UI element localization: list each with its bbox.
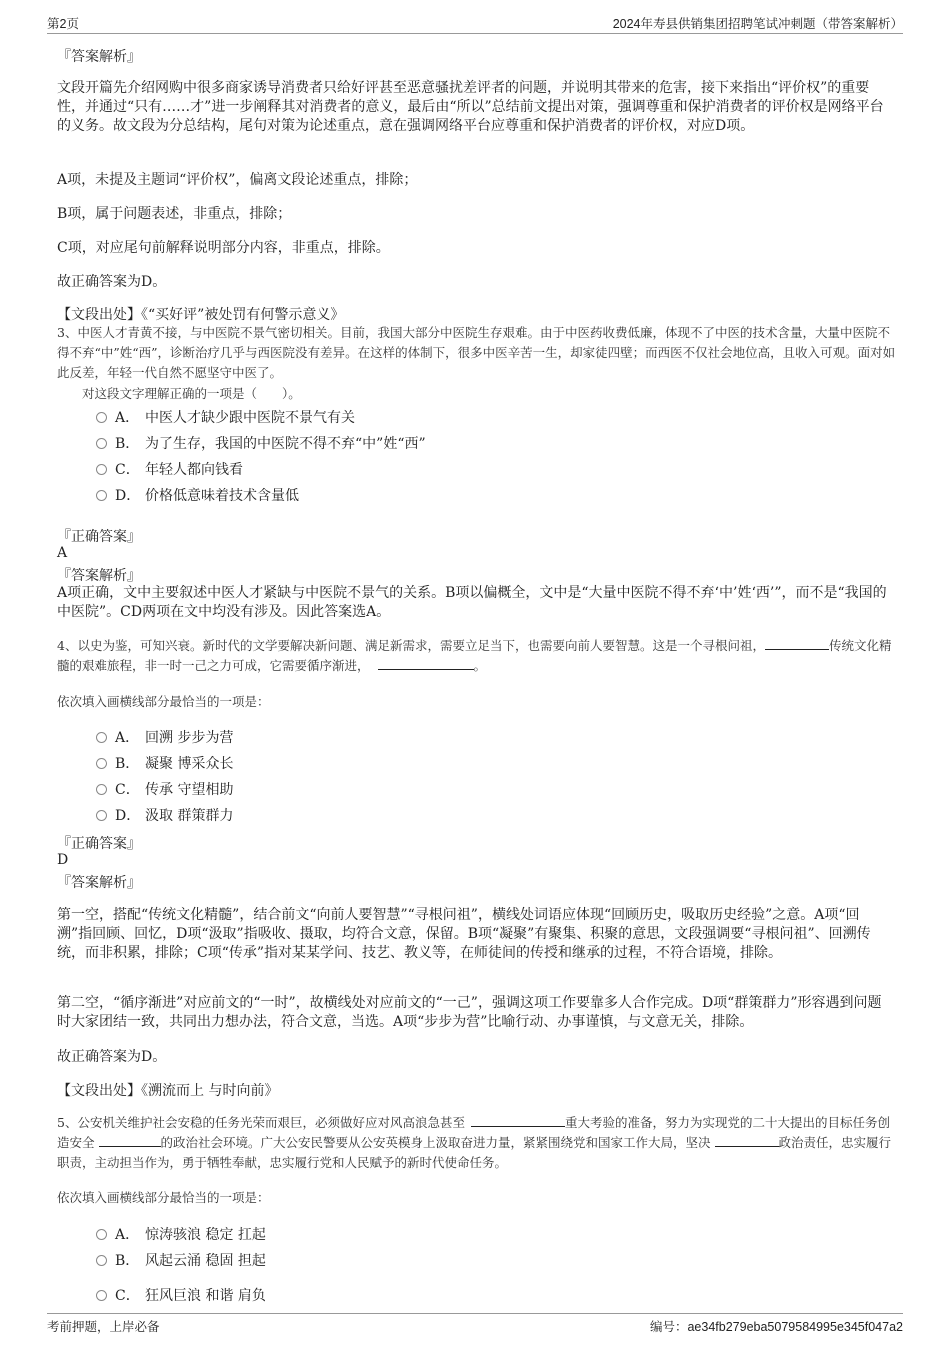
radio-icon[interactable] bbox=[96, 490, 107, 501]
page-footer bbox=[47, 1313, 903, 1336]
analysis-label: 『答案解析』 bbox=[57, 875, 141, 891]
analysis-paragraph-1: 第一空，搭配“传统文化精髓”，结合前文“向前人要智慧”“寻根问祖”，横线处词语应体现“回顾历史，吸取历史经验”之意。A项“回溯”指回顾、回忆，D项“汲取”指吸收、摄取，均符合文意，保留。B项“凝聚”有聚集、积聚的意思，文段强调要“寻根问祖”、回溯传统，而非积累，排除；C项“传承”指对某某学问、技艺、教义等，在师徒间的传授和继承的过程，不符合语境，排除。 bbox=[57, 907, 871, 961]
question-4-prompt: 依次填入画横线部分最恰当的一项是： bbox=[57, 694, 270, 709]
analysis-label: 『答案解析』 bbox=[57, 49, 141, 65]
document-title: 2024年寿县供销集团招聘笔试冲刺题（带答案解析） bbox=[612, 17, 903, 31]
analysis-paragraph: 文段开篇先介绍网购中很多商家诱导消费者只给好评甚至恶意骚扰差评者的问题，并说明其带来的危害，接下来指出“评价权”的重要性，并通过“只有……才”进一步阐释其对消费者的意义，最后由“所以”总结前文提出对策，强调尊重和保护消费者的评价权是网络平台的义务。故文段为分总结构，尾句对策为论述重点，意在强调网络平台应尊重和保护消费者的评价权，对应D项。 bbox=[57, 80, 884, 134]
question-4-stem: 4、以史为鉴，可知兴衰。新时代的文学要解决新问题、满足新需求，需要立足当下，也需要向前人要智慧。这是一个寻根问祖， 传统文化精髓的艰难旅程，非一时一己之力可成，它需要循序渐进， 。 bbox=[57, 638, 892, 673]
radio-icon[interactable] bbox=[96, 1255, 107, 1266]
answer-value: A bbox=[57, 545, 68, 561]
radio-icon[interactable] bbox=[96, 464, 107, 475]
source-citation: 【文段出处】《溯流而上 与时向前》 bbox=[57, 1083, 279, 1099]
analysis-label: 『答案解析』 bbox=[57, 568, 141, 584]
question-3-stem: 3、中医人才青黄不接，与中医院不景气密切相关。目前，我国大部分中医院生存艰难。由于中医药收费低廉，体现不了中医的技术含量，大量中医院不得不弃“中”姓“西”，诊断治疗几乎与西医院没有差异。在这样的体制下，很多中医辛苦一生，却家徒四壁；而西医不仅社会地位高，且收入可观。面对如此反差，年轻一代自然不愿坚守中医了。 bbox=[57, 325, 896, 380]
option-b[interactable]: B． 凝聚 博采众长 bbox=[96, 753, 233, 773]
blank-2 bbox=[378, 657, 474, 670]
analysis-point-b: B项，属于问题表述，非重点，排除； bbox=[57, 206, 292, 222]
option-b[interactable]: B． 风起云涌 稳固 担起 bbox=[96, 1250, 266, 1270]
conclusion: 故正确答案为D。 bbox=[57, 1049, 167, 1065]
question-5-stem: 5、公安机关维护社会安稳的任务光荣而艰巨，必须做好应对风高浪急甚至 重大考验的准备，努力为实现党的二十大提出的目标任务创造安全 的政治社会环境。广大公安民警要从公安英模身上汲取奋进力量，紧紧围绕党和国家工作大局，坚决 政治责任，忠实履行职责，主动担当作为，勇于牺牲奉献，忠实履行党和人民赋予的新时代使命任务。 bbox=[57, 1115, 892, 1170]
page-header bbox=[47, 14, 903, 34]
blank-2 bbox=[99, 1134, 161, 1147]
option-c[interactable]: C． 传承 守望相助 bbox=[96, 779, 233, 799]
conclusion: 故正确答案为D。 bbox=[57, 274, 167, 290]
option-a[interactable]: A． 中医人才缺少跟中医院不景气有关 bbox=[96, 407, 355, 427]
option-c[interactable]: C． 年轻人都向钱看 bbox=[96, 459, 243, 479]
blank-3 bbox=[715, 1134, 779, 1147]
analysis-paragraph: A项正确，文中主要叙述中医人才紧缺与中医院不景气的关系。B项以偏概全，文中是“大量中医院不得不弃‘中’姓‘西’”，而不是“我国的中医院”。CD两项在文中均没有涉及。因此答案选A。 bbox=[57, 585, 887, 620]
option-a[interactable]: A． 回溯 步步为营 bbox=[96, 727, 233, 747]
radio-icon[interactable] bbox=[96, 412, 107, 423]
question-3-prompt: 对这段文字理解正确的一项是（ ）。 bbox=[82, 386, 301, 401]
answer-value: D bbox=[57, 852, 69, 868]
option-c[interactable]: C． 狂风巨浪 和谐 肩负 bbox=[96, 1285, 266, 1305]
blank-1 bbox=[765, 637, 829, 650]
analysis-point-a: A项，未提及主题词“评价权”，偏离文段论述重点，排除； bbox=[57, 172, 418, 188]
page-number: 第2页 bbox=[47, 17, 79, 31]
document-id: 编号：ae34fb279eba5079584995e345f047a2 bbox=[649, 1320, 903, 1334]
analysis-paragraph-2: 第二空，“循序渐进”对应前文的“一时”，故横线处对应前文的“一己”，强调这项工作要靠多人合作完成。D项“群策群力”形容遇到问题时大家团结一致，共同出力想办法，符合文意，当选。A项“步步为营”比喻行动、办事谨慎，与文意无关，排除。 bbox=[57, 995, 882, 1030]
radio-icon[interactable] bbox=[96, 1229, 107, 1240]
blank-1 bbox=[471, 1114, 565, 1127]
analysis-point-c: C项，对应尾句前解释说明部分内容，非重点，排除。 bbox=[57, 240, 390, 256]
source-citation: 【文段出处】《“买好评”被处罚有何警示意义》 bbox=[57, 307, 345, 323]
radio-icon[interactable] bbox=[96, 438, 107, 449]
radio-icon[interactable] bbox=[96, 810, 107, 821]
radio-icon[interactable] bbox=[96, 732, 107, 743]
option-d[interactable]: D． 汲取 群策群力 bbox=[96, 805, 233, 825]
question-5-prompt: 依次填入画横线部分最恰当的一项是： bbox=[57, 1190, 270, 1205]
answer-label: 『正确答案』 bbox=[57, 836, 141, 852]
radio-icon[interactable] bbox=[96, 1290, 107, 1301]
radio-icon[interactable] bbox=[96, 758, 107, 769]
answer-label: 『正确答案』 bbox=[57, 529, 141, 545]
footer-slogan: 考前押题，上岸必备 bbox=[47, 1320, 160, 1334]
option-a[interactable]: A． 惊涛骇浪 稳定 扛起 bbox=[96, 1224, 266, 1244]
option-d[interactable]: D． 价格低意味着技术含量低 bbox=[96, 485, 299, 505]
option-b[interactable]: B． 为了生存，我国的中医院不得不弃“中”姓“西” bbox=[96, 433, 426, 453]
radio-icon[interactable] bbox=[96, 784, 107, 795]
